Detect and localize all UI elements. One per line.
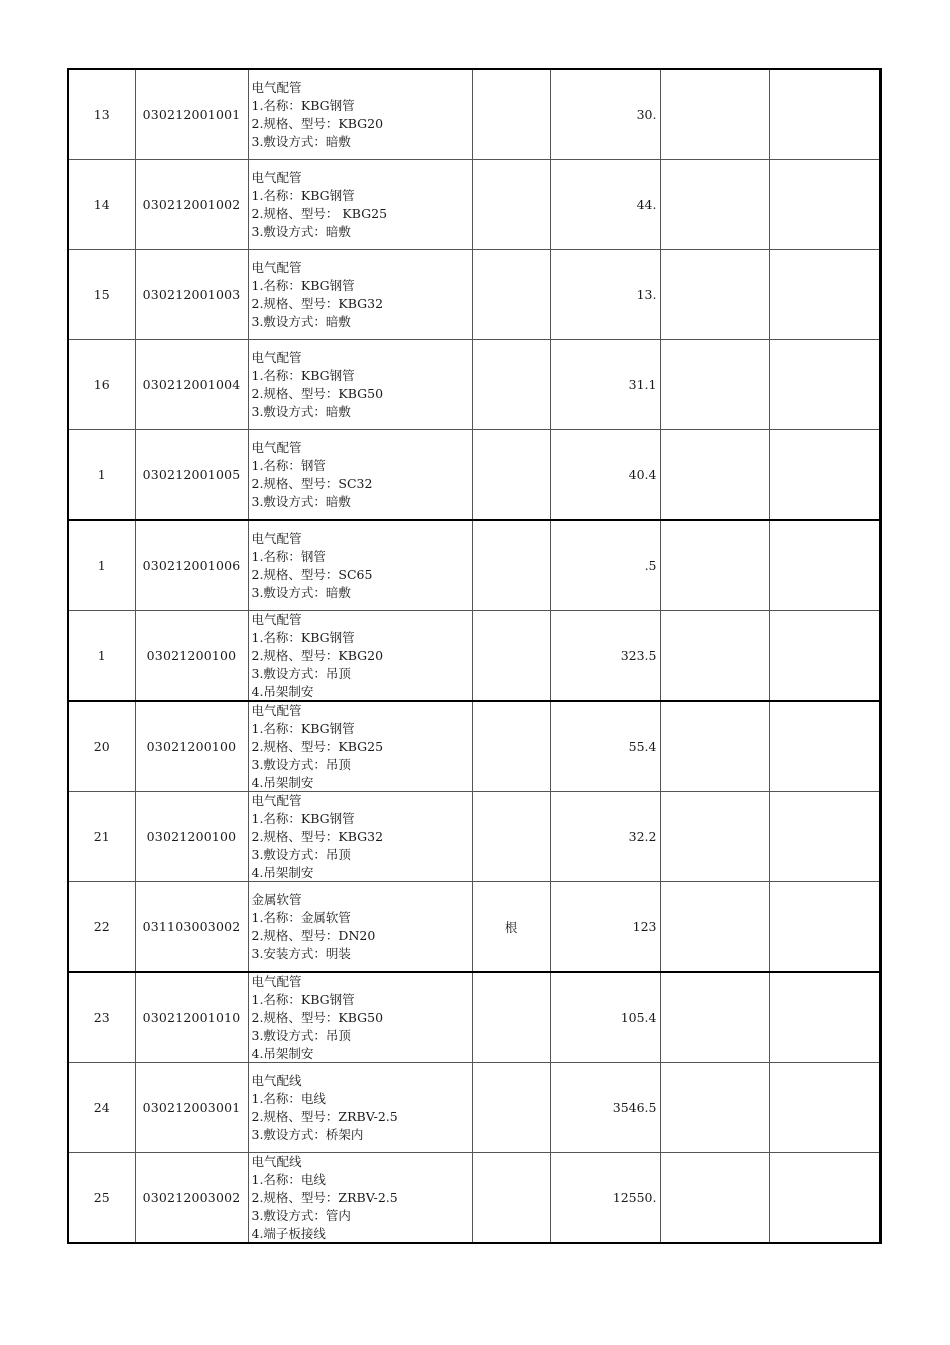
description-line: 2.规格、型号：KBG50 — [251, 1009, 384, 1025]
description-lines — [252, 1063, 472, 1152]
quantity-cell: .5 — [550, 520, 660, 611]
description-line: 电气配管 — [251, 611, 302, 627]
quantity-cell: 32.2 — [550, 792, 660, 882]
quantity-cell: 40.4 — [550, 430, 660, 521]
item-number-cell: 21 — [68, 792, 135, 882]
amount-cell — [769, 430, 880, 521]
unit-cell — [472, 430, 550, 521]
description-lines — [252, 611, 472, 700]
amount-cell — [769, 701, 880, 792]
unit-price-cell — [660, 520, 769, 611]
description-line: 3.敷设方式：暗敷 — [251, 313, 351, 329]
table-row — [68, 69, 880, 160]
description-line: 3.敷设方式：吊顶 — [251, 846, 351, 862]
amount-cell — [769, 1153, 880, 1244]
unit-price-cell — [660, 1153, 769, 1244]
quantity-cell: 30. — [550, 69, 660, 160]
description-line: 4.端子板接线 — [251, 1225, 326, 1241]
item-description-cell — [248, 882, 472, 973]
description-line: 电气配管 — [251, 530, 302, 546]
description-line: 2.规格、型号：KBG32 — [251, 828, 384, 844]
amount-cell — [769, 340, 880, 430]
description-line: 电气配管 — [251, 79, 302, 95]
item-code-cell: 030212003001 — [135, 1063, 248, 1153]
unit-price-cell — [660, 701, 769, 792]
table-row — [68, 430, 880, 521]
unit-price-cell — [660, 340, 769, 430]
table-row — [68, 340, 880, 430]
amount-cell — [769, 611, 880, 702]
description-line: 1.名称：KBG钢管 — [251, 629, 355, 645]
unit-cell — [472, 611, 550, 702]
description-line: 金属软管 — [251, 891, 302, 907]
unit-cell — [472, 972, 550, 1063]
description-line: 1.名称：KBG钢管 — [251, 991, 355, 1007]
description-line: 2.规格、型号：SC32 — [251, 475, 373, 491]
item-description-cell — [248, 972, 472, 1063]
item-number-cell: 23 — [68, 972, 135, 1063]
table-row — [68, 160, 880, 250]
item-description-cell — [248, 520, 472, 611]
quantity-cell: 13. — [550, 250, 660, 340]
quantity-cell: 105.4 — [550, 972, 660, 1063]
item-code-cell: 030212001005 — [135, 430, 248, 521]
item-code-cell: 030212001004 — [135, 340, 248, 430]
description-line: 2.规格、型号：SC65 — [251, 566, 373, 582]
description-line: 2.规格、型号：ZRBV-2.5 — [251, 1189, 398, 1205]
amount-cell — [769, 1063, 880, 1153]
table-row — [68, 701, 880, 792]
quantity-cell: 12550. — [550, 1153, 660, 1244]
quantity-cell: 31.1 — [550, 340, 660, 430]
item-description-cell — [248, 792, 472, 882]
description-line: 1.名称：KBG钢管 — [251, 367, 355, 383]
item-number-cell: 25 — [68, 1153, 135, 1244]
item-code-cell: 031103003002 — [135, 882, 248, 973]
description-line: 电气配管 — [251, 702, 302, 718]
unit-price-cell — [660, 882, 769, 973]
description-line: 3.敷设方式：吊顶 — [251, 665, 351, 681]
item-description-cell — [248, 1153, 472, 1244]
item-code-cell: 030212001003 — [135, 250, 248, 340]
unit-cell: 根 — [472, 882, 550, 973]
description-line: 2.规格、型号：KBG25 — [251, 738, 384, 754]
description-line: 1.名称：KBG钢管 — [251, 720, 355, 736]
amount-cell — [769, 250, 880, 340]
table-row — [68, 882, 880, 973]
description-line: 电气配管 — [251, 259, 302, 275]
description-line: 4.吊架制安 — [251, 1045, 314, 1061]
unit-cell — [472, 1153, 550, 1244]
quantity-cell: 55.4 — [550, 701, 660, 792]
description-line: 电气配管 — [251, 792, 302, 808]
unit-cell — [472, 520, 550, 611]
item-description-cell — [248, 701, 472, 792]
item-number-cell: 1 — [68, 611, 135, 702]
amount-cell — [769, 160, 880, 250]
description-line: 2.规格、型号：KBG50 — [251, 385, 384, 401]
unit-cell — [472, 792, 550, 882]
item-code-cell: 03021200100 — [135, 701, 248, 792]
description-line: 2.规格、型号：ZRBV-2.5 — [251, 1108, 398, 1124]
item-description-cell — [248, 250, 472, 340]
description-line: 电气配管 — [251, 439, 302, 455]
table-body — [68, 69, 880, 1243]
description-line: 2.规格、型号： KBG25 — [251, 205, 388, 221]
table-row — [68, 1153, 880, 1244]
description-line: 3.敷设方式：桥架内 — [251, 1126, 364, 1142]
bill-of-quantities-table — [67, 68, 882, 1244]
item-description-cell — [248, 69, 472, 160]
table-row — [68, 792, 880, 882]
description-lines — [252, 1153, 472, 1242]
description-line: 3.敷设方式：暗敷 — [251, 493, 351, 509]
item-number-cell: 15 — [68, 250, 135, 340]
description-lines — [252, 882, 472, 971]
description-line: 2.规格、型号：KBG20 — [251, 115, 384, 131]
quantity-cell: 123 — [550, 882, 660, 973]
table-row — [68, 972, 880, 1063]
description-line: 电气配线 — [251, 1072, 302, 1088]
description-line: 2.规格、型号：KBG20 — [251, 647, 384, 663]
description-line: 4.吊架制安 — [251, 683, 314, 699]
description-line: 1.名称：电线 — [251, 1171, 326, 1187]
item-code-cell: 03021200100 — [135, 611, 248, 702]
description-line: 3.敷设方式：暗敷 — [251, 403, 351, 419]
description-line: 3.敷设方式：吊顶 — [251, 756, 351, 772]
description-line: 3.敷设方式：暗敷 — [251, 584, 351, 600]
description-lines — [252, 250, 472, 339]
item-code-cell: 030212001006 — [135, 520, 248, 611]
table-row — [68, 250, 880, 340]
unit-cell — [472, 701, 550, 792]
table-row — [68, 611, 880, 702]
item-description-cell — [248, 611, 472, 702]
amount-cell — [769, 972, 880, 1063]
description-line: 3.敷设方式：暗敷 — [251, 223, 351, 239]
unit-price-cell — [660, 972, 769, 1063]
description-line: 3.敷设方式：吊顶 — [251, 1027, 351, 1043]
description-line: 4.吊架制安 — [251, 864, 314, 880]
quantity-cell: 44. — [550, 160, 660, 250]
item-code-cell: 03021200100 — [135, 792, 248, 882]
unit-cell — [472, 250, 550, 340]
description-line: 1.名称：KBG钢管 — [251, 97, 355, 113]
description-lines — [252, 702, 472, 791]
item-number-cell: 20 — [68, 701, 135, 792]
item-description-cell — [248, 1063, 472, 1153]
unit-cell — [472, 69, 550, 160]
item-code-cell: 030212001002 — [135, 160, 248, 250]
description-lines — [252, 160, 472, 249]
description-line: 电气配管 — [251, 349, 302, 365]
item-description-cell — [248, 430, 472, 521]
item-code-cell: 030212003002 — [135, 1153, 248, 1244]
description-line: 电气配管 — [251, 169, 302, 185]
description-line: 1.名称：电线 — [251, 1090, 326, 1106]
description-line: 电气配线 — [251, 1153, 302, 1169]
amount-cell — [769, 69, 880, 160]
unit-price-cell — [660, 160, 769, 250]
item-description-cell — [248, 160, 472, 250]
quantity-cell: 3546.5 — [550, 1063, 660, 1153]
item-number-cell: 22 — [68, 882, 135, 973]
item-number-cell: 24 — [68, 1063, 135, 1153]
description-lines — [252, 340, 472, 429]
item-code-cell: 030212001001 — [135, 69, 248, 160]
description-line: 3.敷设方式：暗敷 — [251, 133, 351, 149]
table-row — [68, 520, 880, 611]
unit-price-cell — [660, 792, 769, 882]
description-line: 3.安装方式：明装 — [251, 945, 351, 961]
unit-price-cell — [660, 430, 769, 521]
description-lines — [252, 70, 472, 159]
table-row — [68, 1063, 880, 1153]
unit-price-cell — [660, 611, 769, 702]
item-description-cell — [248, 340, 472, 430]
unit-price-cell — [660, 250, 769, 340]
description-line: 4.吊架制安 — [251, 774, 314, 790]
unit-cell — [472, 1063, 550, 1153]
item-number-cell: 14 — [68, 160, 135, 250]
unit-price-cell — [660, 1063, 769, 1153]
amount-cell — [769, 882, 880, 973]
description-line: 1.名称：KBG钢管 — [251, 810, 355, 826]
description-line: 3.敷设方式：管内 — [251, 1207, 351, 1223]
description-lines — [252, 792, 472, 881]
description-line: 1.名称：钢管 — [251, 457, 326, 473]
description-line: 1.名称：金属软管 — [251, 909, 351, 925]
description-line: 电气配管 — [251, 973, 302, 989]
item-number-cell: 16 — [68, 340, 135, 430]
description-lines — [252, 973, 472, 1062]
description-line: 2.规格、型号：KBG32 — [251, 295, 384, 311]
item-code-cell: 030212001010 — [135, 972, 248, 1063]
description-lines — [252, 521, 472, 610]
item-number-cell: 1 — [68, 430, 135, 521]
item-number-cell: 1 — [68, 520, 135, 611]
description-lines — [252, 430, 472, 519]
unit-cell — [472, 340, 550, 430]
description-line: 1.名称：KBG钢管 — [251, 277, 355, 293]
description-line: 1.名称：KBG钢管 — [251, 187, 355, 203]
description-line: 2.规格、型号：DN20 — [251, 927, 376, 943]
amount-cell — [769, 792, 880, 882]
unit-cell — [472, 160, 550, 250]
quantity-cell: 323.5 — [550, 611, 660, 702]
item-number-cell: 13 — [68, 69, 135, 160]
description-line: 1.名称：钢管 — [251, 548, 326, 564]
unit-price-cell — [660, 69, 769, 160]
amount-cell — [769, 520, 880, 611]
